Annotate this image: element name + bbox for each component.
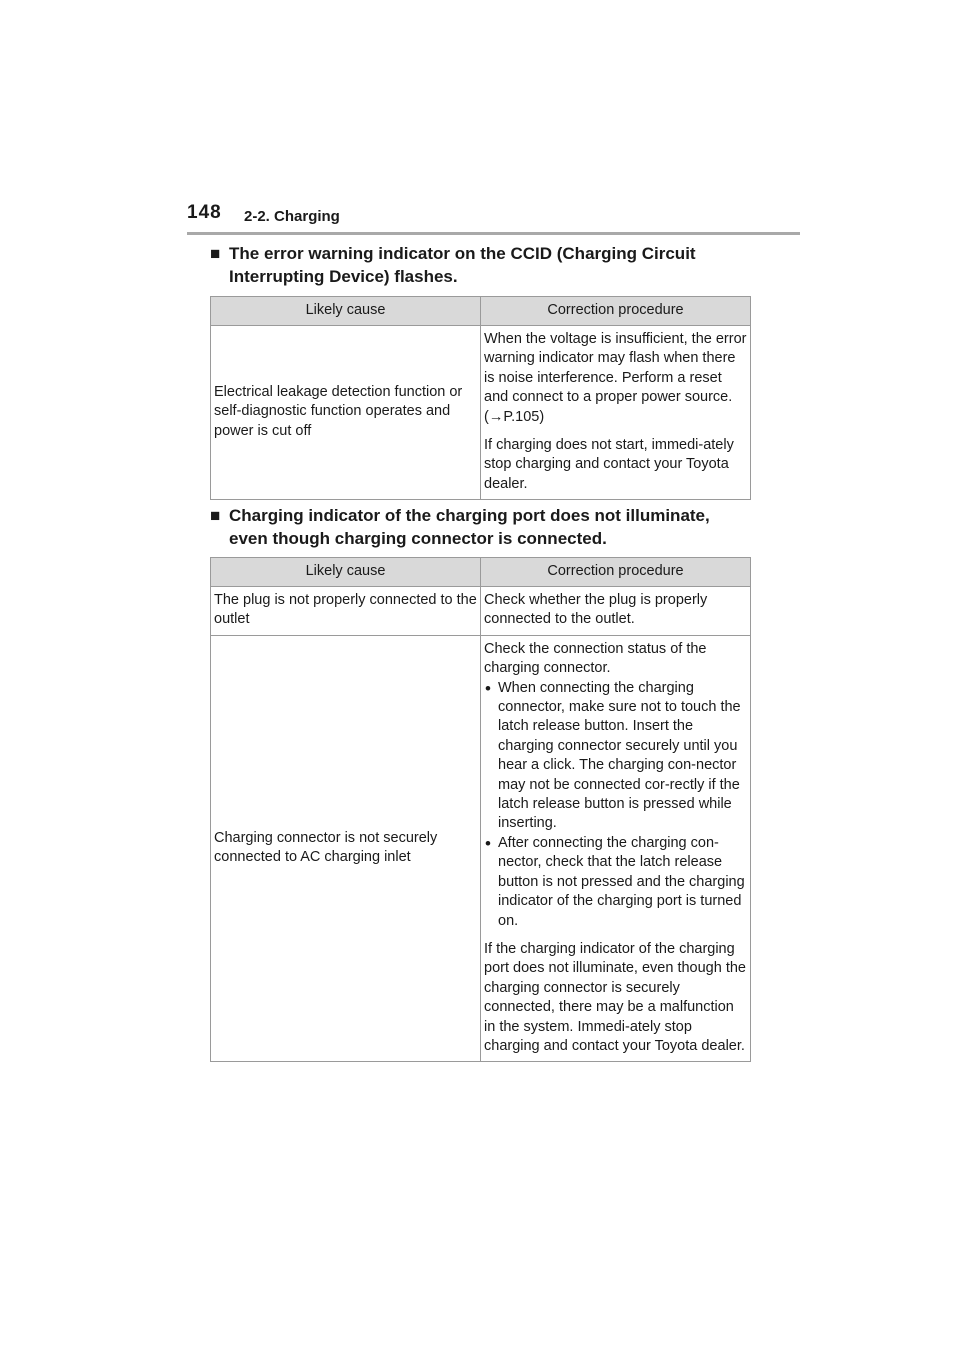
likely-cause-cell — [211, 326, 481, 500]
correction-procedure-cell — [481, 587, 751, 636]
list-item: • After connecting the charging con-nector, check that the latch release button is not pressed and the charging indicator of the charging port is turned on. — [484, 834, 747, 931]
correction-procedure-cell — [481, 326, 751, 500]
list-item: • When connecting the charging connector, make sure not to touch the latch release button. Insert the charging connector securely until you hear a click. The charging con-nector may not be connected cor-rectly if the latch release button is pressed while inserting. — [484, 679, 747, 834]
likely-cause-text: Charging connector is not securely connected to AC charging inlet — [214, 829, 438, 866]
correction-outro: If the charging indicator of the charging port does not illuminate, even though the charging connector is securely connected, there may be a malfunction in the system. Immedi-ately stop charging and contact your Toyota dealer. — [484, 940, 746, 1054]
table-header-row — [211, 297, 751, 326]
square-bullet-icon: ■ — [210, 506, 221, 525]
correction-intro: Check the connection status of the charging connector. — [484, 640, 707, 677]
likely-cause-cell — [211, 635, 481, 1062]
table-row — [211, 587, 751, 636]
page-reference-arrow-icon: → — [488, 408, 504, 425]
table-row — [211, 635, 751, 1062]
table-header-row — [211, 558, 751, 587]
correction-bullet-list — [484, 679, 747, 931]
likely-cause-cell — [211, 587, 481, 636]
likely-cause-text: Electrical leakage detection function or self-diagnostic function operates and power is cut off — [214, 384, 463, 439]
correction-paragraph: If charging does not start, immedi-ately stop charging and contact your Toyota dealer. — [484, 437, 734, 492]
correction-text: When the voltage is insufficient, the error warning indicator may flash when there is noise interference. Perform a reset and connect to a proper power source. ( — [484, 331, 747, 425]
column-header-likely-cause: Likely cause — [211, 558, 481, 587]
section-heading-text: Charging indicator of the charging port does not illuminate, even though charging connector is connected. — [229, 506, 710, 548]
correction-paragraph — [484, 330, 747, 427]
section-heading-text: The error warning indicator on the CCID (Charging Circuit Interrupting Device) flashes. — [229, 244, 696, 286]
ccid-troubleshooting-table — [210, 296, 751, 500]
correction-procedure-cell — [481, 635, 751, 1062]
likely-cause-text: The plug is not properly connected to the outlet — [214, 592, 477, 628]
header-rule — [187, 232, 800, 235]
table-row — [211, 326, 751, 500]
charging-indicator-troubleshooting-table — [210, 557, 751, 1062]
column-header-likely-cause: Likely cause — [211, 297, 481, 326]
column-header-correction-procedure: Correction procedure — [481, 558, 751, 587]
page-number: 148 — [187, 202, 222, 223]
section-heading-ccid — [210, 242, 750, 288]
page-reference-link[interactable]: P.105) — [503, 408, 545, 425]
column-header-correction-procedure: Correction procedure — [481, 297, 751, 326]
square-bullet-icon: ■ — [210, 244, 221, 263]
page-header — [187, 202, 800, 236]
section-title: 2-2. Charging — [244, 208, 340, 225]
section-heading-charging-indicator — [210, 504, 750, 550]
correction-text: Check whether the plug is properly connected to the outlet. — [484, 592, 708, 628]
